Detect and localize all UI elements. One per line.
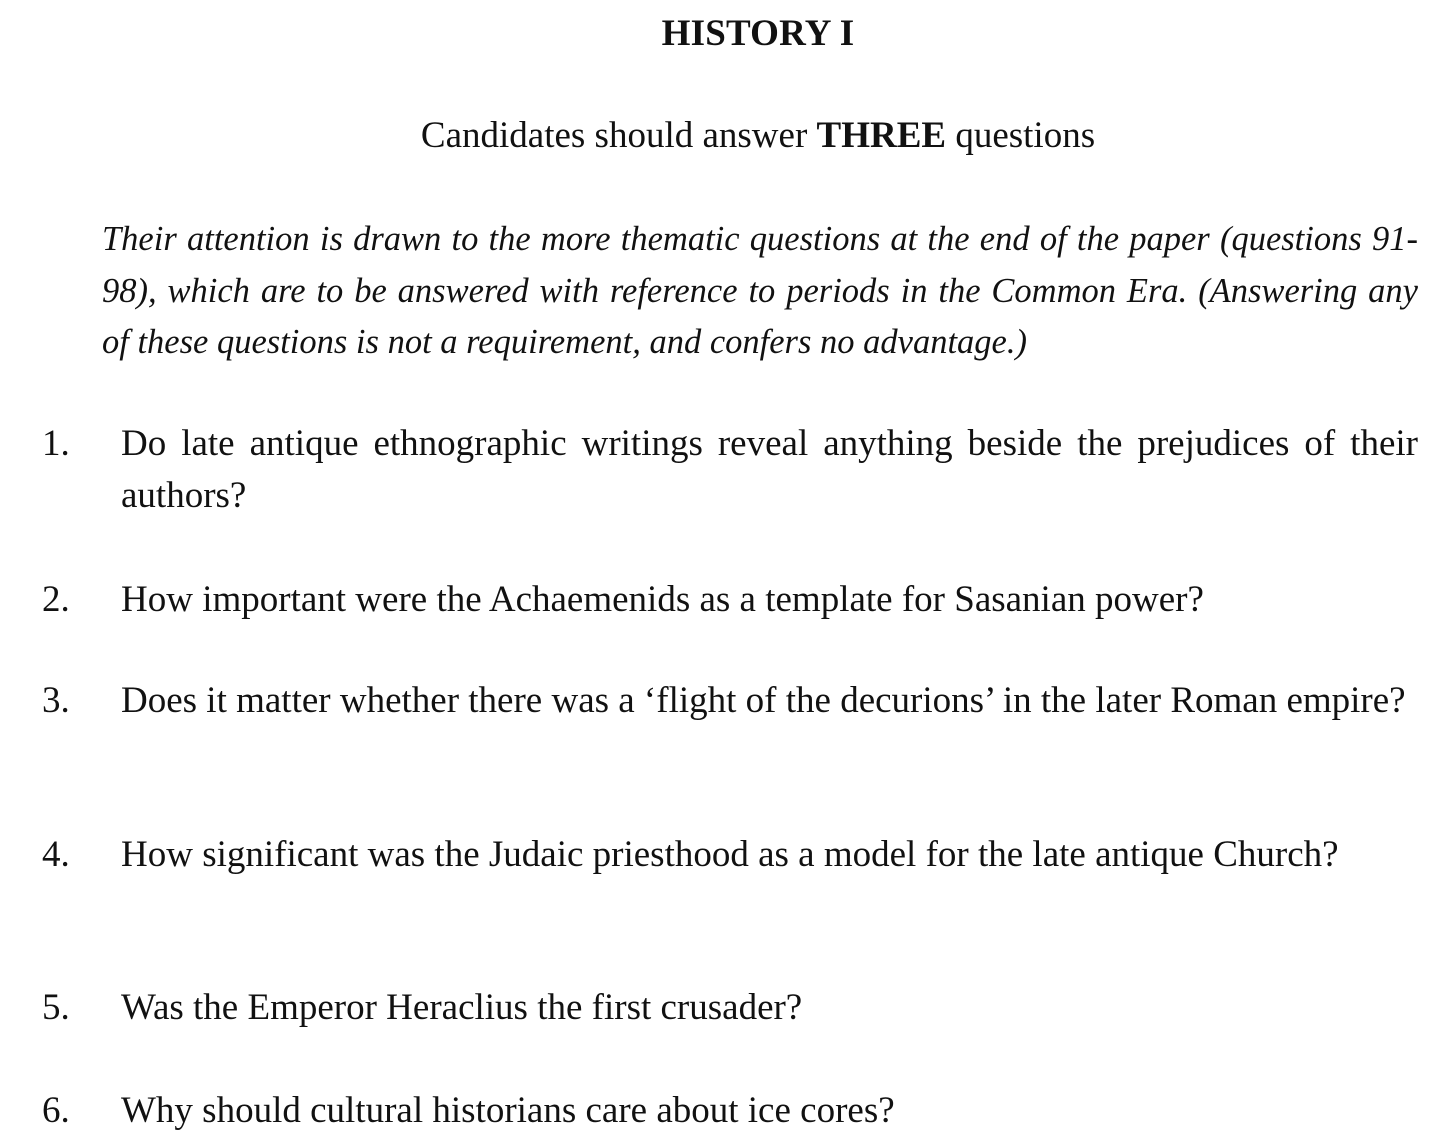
question-number: 2.: [42, 579, 70, 620]
thematic-note: Their attention is drawn to the more thematic questions at the end of the paper (questions 91-98), which are to be answered with reference to periods in the Common Era. (Answering any of these questions is not a requirement, and confers no advantage.): [102, 220, 1418, 361]
question-number: 4.: [42, 834, 70, 875]
question-text: Was the Emperor Heraclius the first crusader?: [121, 987, 803, 1028]
question-text: Why should cultural historians care about ice cores?: [121, 1090, 895, 1131]
paper-title: HISTORY I: [661, 13, 855, 54]
question-number: 5.: [42, 987, 70, 1028]
question-number: 3.: [42, 680, 70, 721]
answer-instruction: [0, 112, 1456, 160]
instruction-prefix: Candidates should answer: [420, 115, 817, 156]
question-text: Do late antique ethnographic writings reveal anything beside the prejudices of their authors?: [121, 423, 1418, 516]
question-text: How significant was the Judaic priesthood as a model for the late antique Church?: [121, 834, 1339, 875]
question-text: How important were the Achaemenids as a template for Sasanian power?: [121, 579, 1204, 620]
instruction-count: THREE: [816, 115, 947, 156]
question-number: 6.: [42, 1090, 70, 1131]
question-text: Does it matter whether there was a ‘flight of the decurions’ in the later Roman empire?: [121, 680, 1406, 721]
instruction-suffix: questions: [946, 115, 1096, 156]
question-number: 1.: [42, 423, 70, 464]
